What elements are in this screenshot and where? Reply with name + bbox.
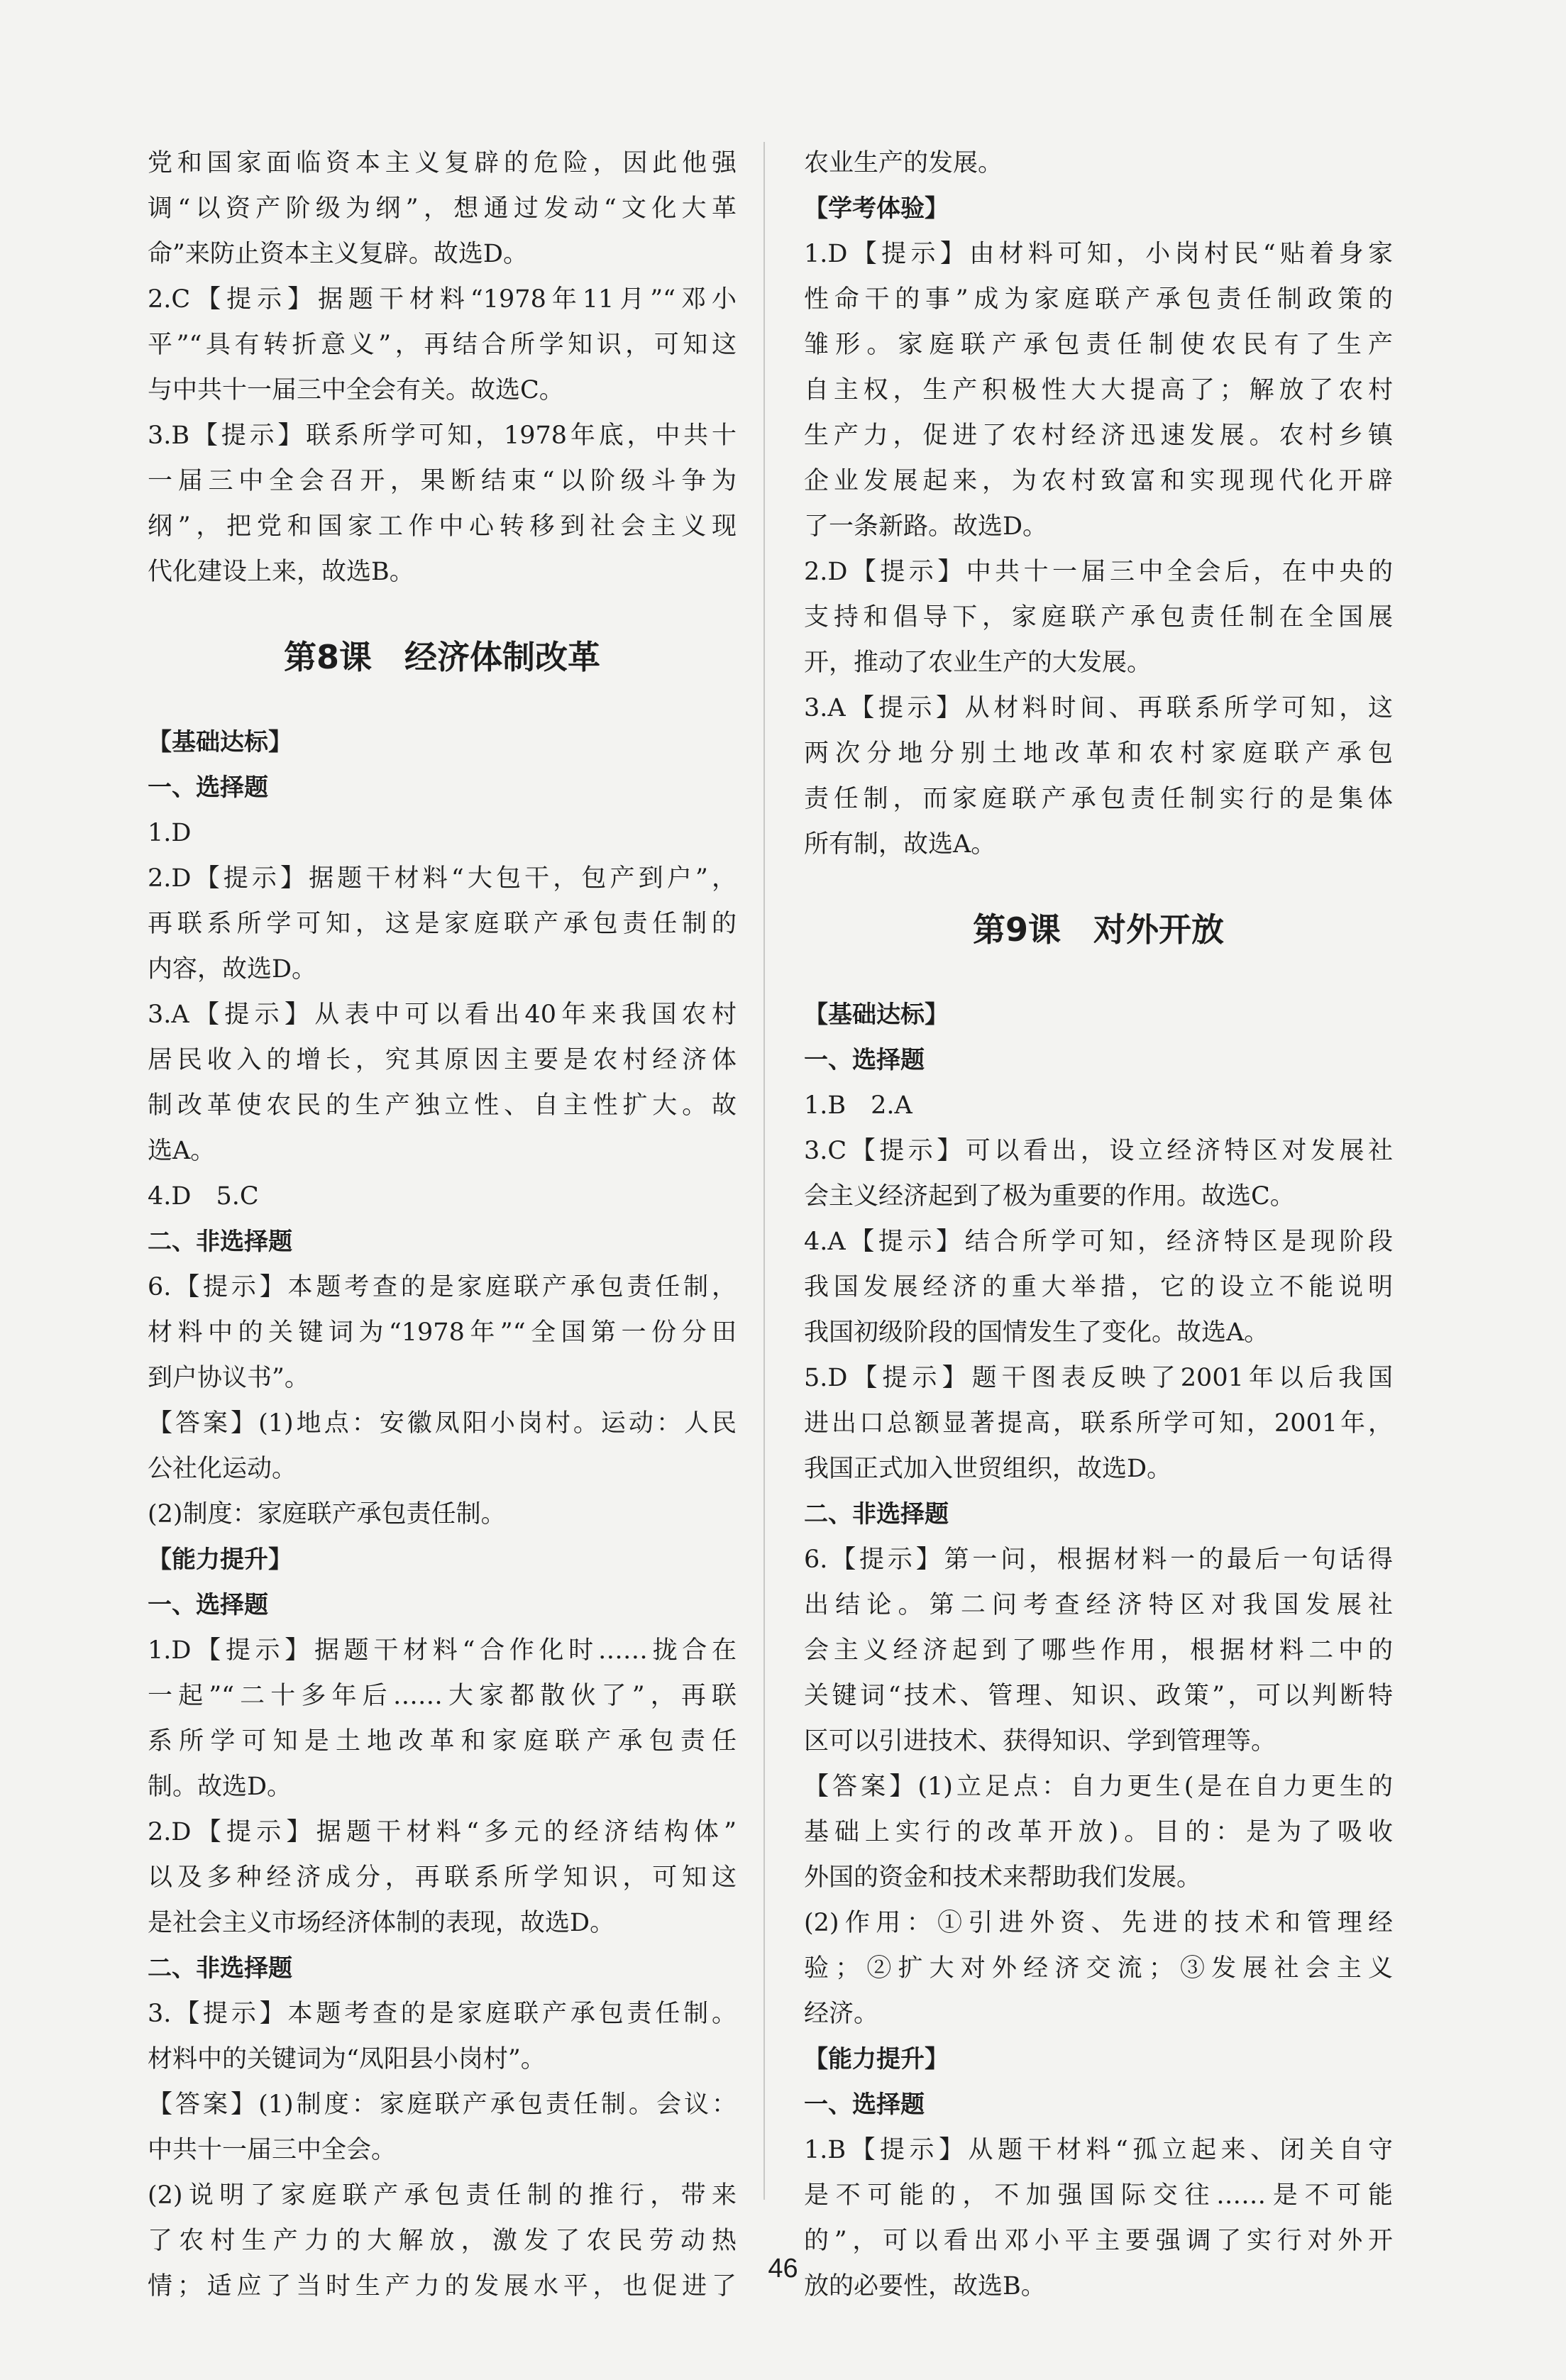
text-line: 雏形。家庭联产承包责任制使农民有了生产 [804,331,1393,359]
text-line: 是社会主义市场经济体制的表现，故选D。 [148,1909,615,1937]
text-line: 1.D [148,819,192,847]
text-line: 材料中的关键词为“凤阳县小岗村”。 [148,2045,546,2073]
subsection-header: 二、非选择题 [148,1954,292,1983]
text-line: 【答案】(1)地点：安徽凤阳小岗村。运动：人民 [148,1409,737,1438]
text-line: 中共十一届三中全会。 [148,2136,397,2164]
subsection-header: 一、选择题 [804,2090,925,2119]
text-line: 2.C【提示】据题干材料“1978年11月”“邓小 [148,285,737,314]
text-line: 1.D【提示】据题干材料“合作化时……拢合在 [148,1636,737,1665]
text-line: 情；适应了当时生产力的发展水平，也促进了 [148,2272,737,2301]
text-line: 责任制，而家庭联产承包责任制实行的是集体 [804,785,1393,813]
text-line: 区可以引进技术、获得知识、学到管理等。 [804,1727,1276,1756]
text-line: 1.B 2.A [804,1091,912,1120]
text-line: 我国初级阶段的国情发生了变化。故选A。 [804,1318,1269,1347]
text-line: 6.【提示】第一问，根据材料一的最后一句话得 [804,1546,1393,1574]
text-line: 到户协议书”。 [148,1364,309,1392]
subsection-header: 二、非选择题 [148,1228,292,1256]
text-line: 2.D【提示】据题干材料“大包干，包产到户”， [148,864,737,893]
text-line: 4.A【提示】结合所学可知，经济特区是现阶段 [804,1228,1393,1256]
text-line: 调“以资产阶级为纲”，想通过发动“文化大革 [148,194,737,223]
text-line: 农业生产的发展。 [804,149,1003,177]
section-header: 【基础达标】 [148,728,292,756]
text-line: 出结论。第二问考查经济特区对我国发展社 [804,1591,1393,1619]
text-line: 制改革使农民的生产独立性、自主性扩大。故 [148,1091,737,1120]
text-line: 了一条新路。故选D。 [804,512,1048,541]
text-line: (2)制度：家庭联产承包责任制。 [148,1500,506,1528]
section-header: 【学考体验】 [804,194,949,223]
text-line: 经济。 [804,2000,879,2028]
text-line: 关键词“技术、管理、知识、政策”，可以判断特 [804,1682,1393,1710]
text-line: 平”“具有转折意义”，再结合所学知识，可知这 [148,331,737,359]
text-line: 了农村生产力的大解放，激发了农民劳动热 [148,2227,737,2255]
text-line: 我国正式加入世贸组织，故选D。 [804,1455,1172,1483]
page-number: 46 [768,2254,798,2283]
text-line: 会主义经济起到了极为重要的作用。故选C。 [804,1182,1295,1211]
text-line: 再联系所学可知，这是家庭联产承包责任制的 [148,910,737,938]
text-line: 自主权，生产积极性大大提高了；解放了农村 [804,376,1393,404]
text-line: 基础上实行的改革开放)。目的：是为了吸收 [804,1818,1393,1846]
lesson-title: 第8课 经济体制改革 [283,638,600,676]
text-line: 4.D 5.C [148,1182,259,1211]
text-line: 纲”，把党和国家工作中心转移到社会主义现 [148,512,737,541]
text-line: 3.B【提示】联系所学可知，1978年底，中共十 [148,422,737,450]
text-line: 代化建设上来，故选B。 [148,558,414,586]
text-line: 一起”“二十多年后……大家都散伙了”，再联 [148,1682,737,1710]
text-line: 3.C【提示】可以看出，设立经济特区对发展社 [804,1137,1393,1165]
text-line: 5.D【提示】题干图表反映了2001年以后我国 [804,1364,1393,1392]
text-line: 公社化运动。 [148,1455,297,1483]
text-line: 6.【提示】本题考查的是家庭联产承包责任制， [148,1273,737,1301]
text-line: 制。故选D。 [148,1773,292,1801]
text-line: 我国发展经济的重大举措，它的设立不能说明 [804,1273,1393,1301]
text-line: 【答案】(1)制度：家庭联产承包责任制。会议： [148,2090,737,2119]
text-line: 进出口总额显著提高，联系所学可知，2001年， [804,1409,1393,1438]
text-line: 开，推动了农业生产的大发展。 [804,649,1152,677]
text-line: 会主义经济起到了哪些作用，根据材料二中的 [804,1636,1393,1665]
text-line: 两次分地分别土地改革和农村家庭联产承包 [804,739,1393,768]
text-line: 的”，可以看出邓小平主要强调了实行对外开 [804,2227,1393,2255]
text-line: 1.D【提示】由材料可知，小岗村民“贴着身家 [804,240,1393,268]
left-column [148,141,737,2309]
text-line: 生产力，促进了农村经济迅速发展。农村乡镇 [804,422,1393,450]
text-line: 1.B【提示】从题干材料“孤立起来、闭关自守 [804,2136,1393,2164]
text-line: 与中共十一届三中全会有关。故选C。 [148,376,564,404]
text-line: 外国的资金和技术来帮助我们发展。 [804,1863,1202,1892]
lesson-title: 第9课 对外开放 [972,910,1224,949]
text-line: 一届三中全会召开，果断结束“以阶级斗争为 [148,467,737,495]
text-line: 企业发展起来，为农村致富和实现现代化开辟 [804,467,1393,495]
text-line: (2)作用：①引进外资、先进的技术和管理经 [804,1909,1393,1937]
column-divider [763,142,765,2200]
text-line: 3.【提示】本题考查的是家庭联产承包责任制。 [148,2000,737,2028]
subsection-header: 二、非选择题 [804,1500,949,1528]
text-line: 2.D【提示】中共十一届三中全会后，在中央的 [804,558,1393,586]
text-line: 系所学可知是土地改革和家庭联产承包责任 [148,1727,737,1756]
text-line: 命”来防止资本主义复辟。故选D。 [148,240,528,268]
text-line: 以及多种经济成分，再联系所学知识，可知这 [148,1863,737,1892]
text-line: 3.A【提示】从表中可以看出40年来我国农村 [148,1001,737,1029]
text-line: 3.A【提示】从材料时间、再联系所学可知，这 [804,694,1393,722]
text-line: 内容，故选D。 [148,955,317,984]
text-line: 所有制，故选A。 [804,830,996,859]
text-line: 2.D【提示】据题干材料“多元的经济结构体” [148,1818,737,1846]
text-line: 党和国家面临资本主义复辟的危险，因此他强 [148,149,737,177]
text-line: 性命干的事”成为家庭联产承包责任制政策的 [804,285,1393,314]
text-line: 支持和倡导下，家庭联产承包责任制在全国展 [804,603,1393,632]
section-header: 【能力提升】 [148,1546,292,1574]
text-line: 【答案】(1)立足点：自力更生(是在自力更生的 [804,1773,1393,1801]
section-header: 【基础达标】 [804,1001,949,1029]
text-line: 是不可能的，不加强国际交往……是不可能 [804,2181,1393,2210]
text-line: (2)说明了家庭联产承包责任制的推行，带来 [148,2181,737,2210]
text-line: 验；②扩大对外经济交流；③发展社会主义 [804,1954,1393,1983]
text-line: 选A。 [148,1137,216,1165]
right-column [804,141,1393,2309]
subsection-header: 一、选择题 [804,1046,925,1074]
text-line: 材料中的关键词为“1978年”“全国第一份分田 [148,1318,737,1347]
text-line: 放的必要性，故选B。 [804,2272,1046,2301]
section-header: 【能力提升】 [804,2045,949,2073]
subsection-header: 一、选择题 [148,1591,268,1619]
subsection-header: 一、选择题 [148,773,268,802]
text-line: 居民收入的增长，究其原因主要是农村经济体 [148,1046,737,1074]
